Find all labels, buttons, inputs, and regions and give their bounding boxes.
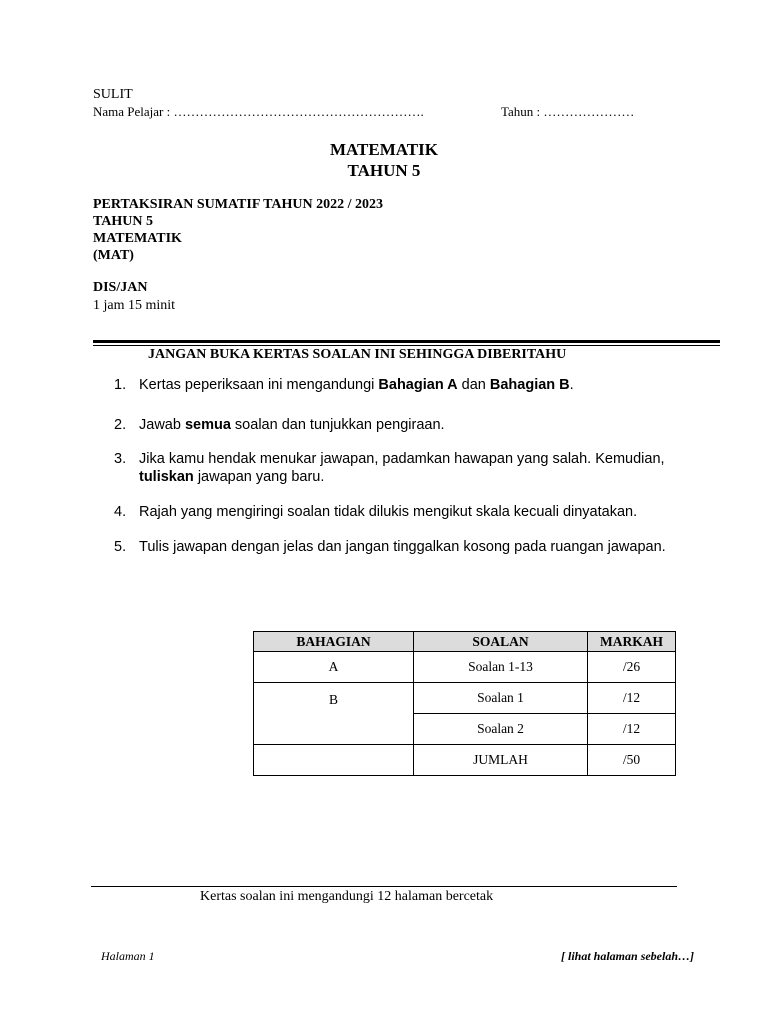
instruction-number: 3. [114,451,127,467]
cell-markah: /12 [588,683,676,714]
instruction-fragment: . [569,377,574,393]
footer-divider [91,886,677,887]
year-title: TAHUN 5 [347,161,421,180]
instruction-number: 4. [114,504,127,520]
instruction-fragment: jawapan yang baru. [193,469,325,485]
instruction-text [139,450,709,486]
instruction-number: 1. [114,377,127,393]
subject-title: MATEMATIK [330,140,438,159]
page-count-note: Kertas soalan ini mengandungi 12 halaman bercetak [200,889,494,904]
duration-label: 1 jam 15 minit [93,298,176,313]
cell-soalan: Soalan 2 [414,714,588,745]
cell-markah: /26 [588,652,676,683]
confidential-label: SULIT [93,87,133,102]
header-soalan: SOALAN [414,632,588,652]
header-markah: MARKAH [588,632,676,652]
instruction-fragment: Jawab [139,417,185,433]
marks-table [253,631,676,776]
instruction-fragment: Tulis jawapan dengan jelas dan jangan tinggalkan kosong pada ruangan jawapan. [139,539,666,555]
instruction-emphasis: semua [184,417,231,433]
instruction-emphasis: Bahagian A [378,377,458,393]
year-field: Tahun : ………………… [501,104,635,119]
instruction-fragment: Rajah yang mengiringi soalan tidak dilukis mengikut skala kecuali dinyatakan. [139,504,638,520]
assessment-subject: MATEMATIK [93,231,182,246]
instruction-fragment: soalan dan tunjukkan pengiraan. [230,417,445,433]
page-number: Halaman 1 [101,949,155,963]
assessment-code: (MAT) [93,248,134,263]
table-header-row [254,632,676,652]
warning-heading: JANGAN BUKA KERTAS SOALAN INI SEHINGGA DIBERITAHU [148,347,567,362]
instruction-fragment: dan [457,377,490,393]
header-bahagian: BAHAGIAN [254,632,414,652]
table-row [254,683,676,714]
instruction-emphasis: Bahagian B [489,377,570,393]
assessment-year: TAHUN 5 [93,214,154,229]
cell-bahagian: B [254,683,414,745]
divider-thin [93,345,720,346]
next-page-note: [ lihat halaman sebelah…] [561,949,695,963]
instruction-text [139,416,709,434]
instruction-text [139,503,709,521]
instruction-text [139,538,709,556]
cell-soalan: Soalan 1 [414,683,588,714]
instruction-number: 2. [114,417,127,433]
student-name-field: Nama Pelajar : …………………………………………………. [93,104,424,119]
cell-total-markah: /50 [588,745,676,776]
instruction-fragment: Kertas peperiksaan ini mengandungi [139,377,379,393]
session-label: DIS/JAN [93,280,148,295]
table-row [254,652,676,683]
assessment-info [93,196,383,264]
cell-empty [254,745,414,776]
cell-total-label: JUMLAH [414,745,588,776]
instruction-emphasis: tuliskan [139,469,194,485]
assessment-name: PERTAKSIRAN SUMATIF TAHUN 2022 / 2023 [93,197,384,212]
divider-thick [93,340,720,343]
instruction-number: 5. [114,539,127,555]
instruction-fragment: Jika kamu hendak menukar jawapan, padamkan hawapan yang salah. Kemudian, [139,451,665,467]
table-total-row [254,745,676,776]
cell-soalan: Soalan 1-13 [414,652,588,683]
instruction-text [139,376,709,394]
cell-markah: /12 [588,714,676,745]
cell-bahagian: A [254,652,414,683]
